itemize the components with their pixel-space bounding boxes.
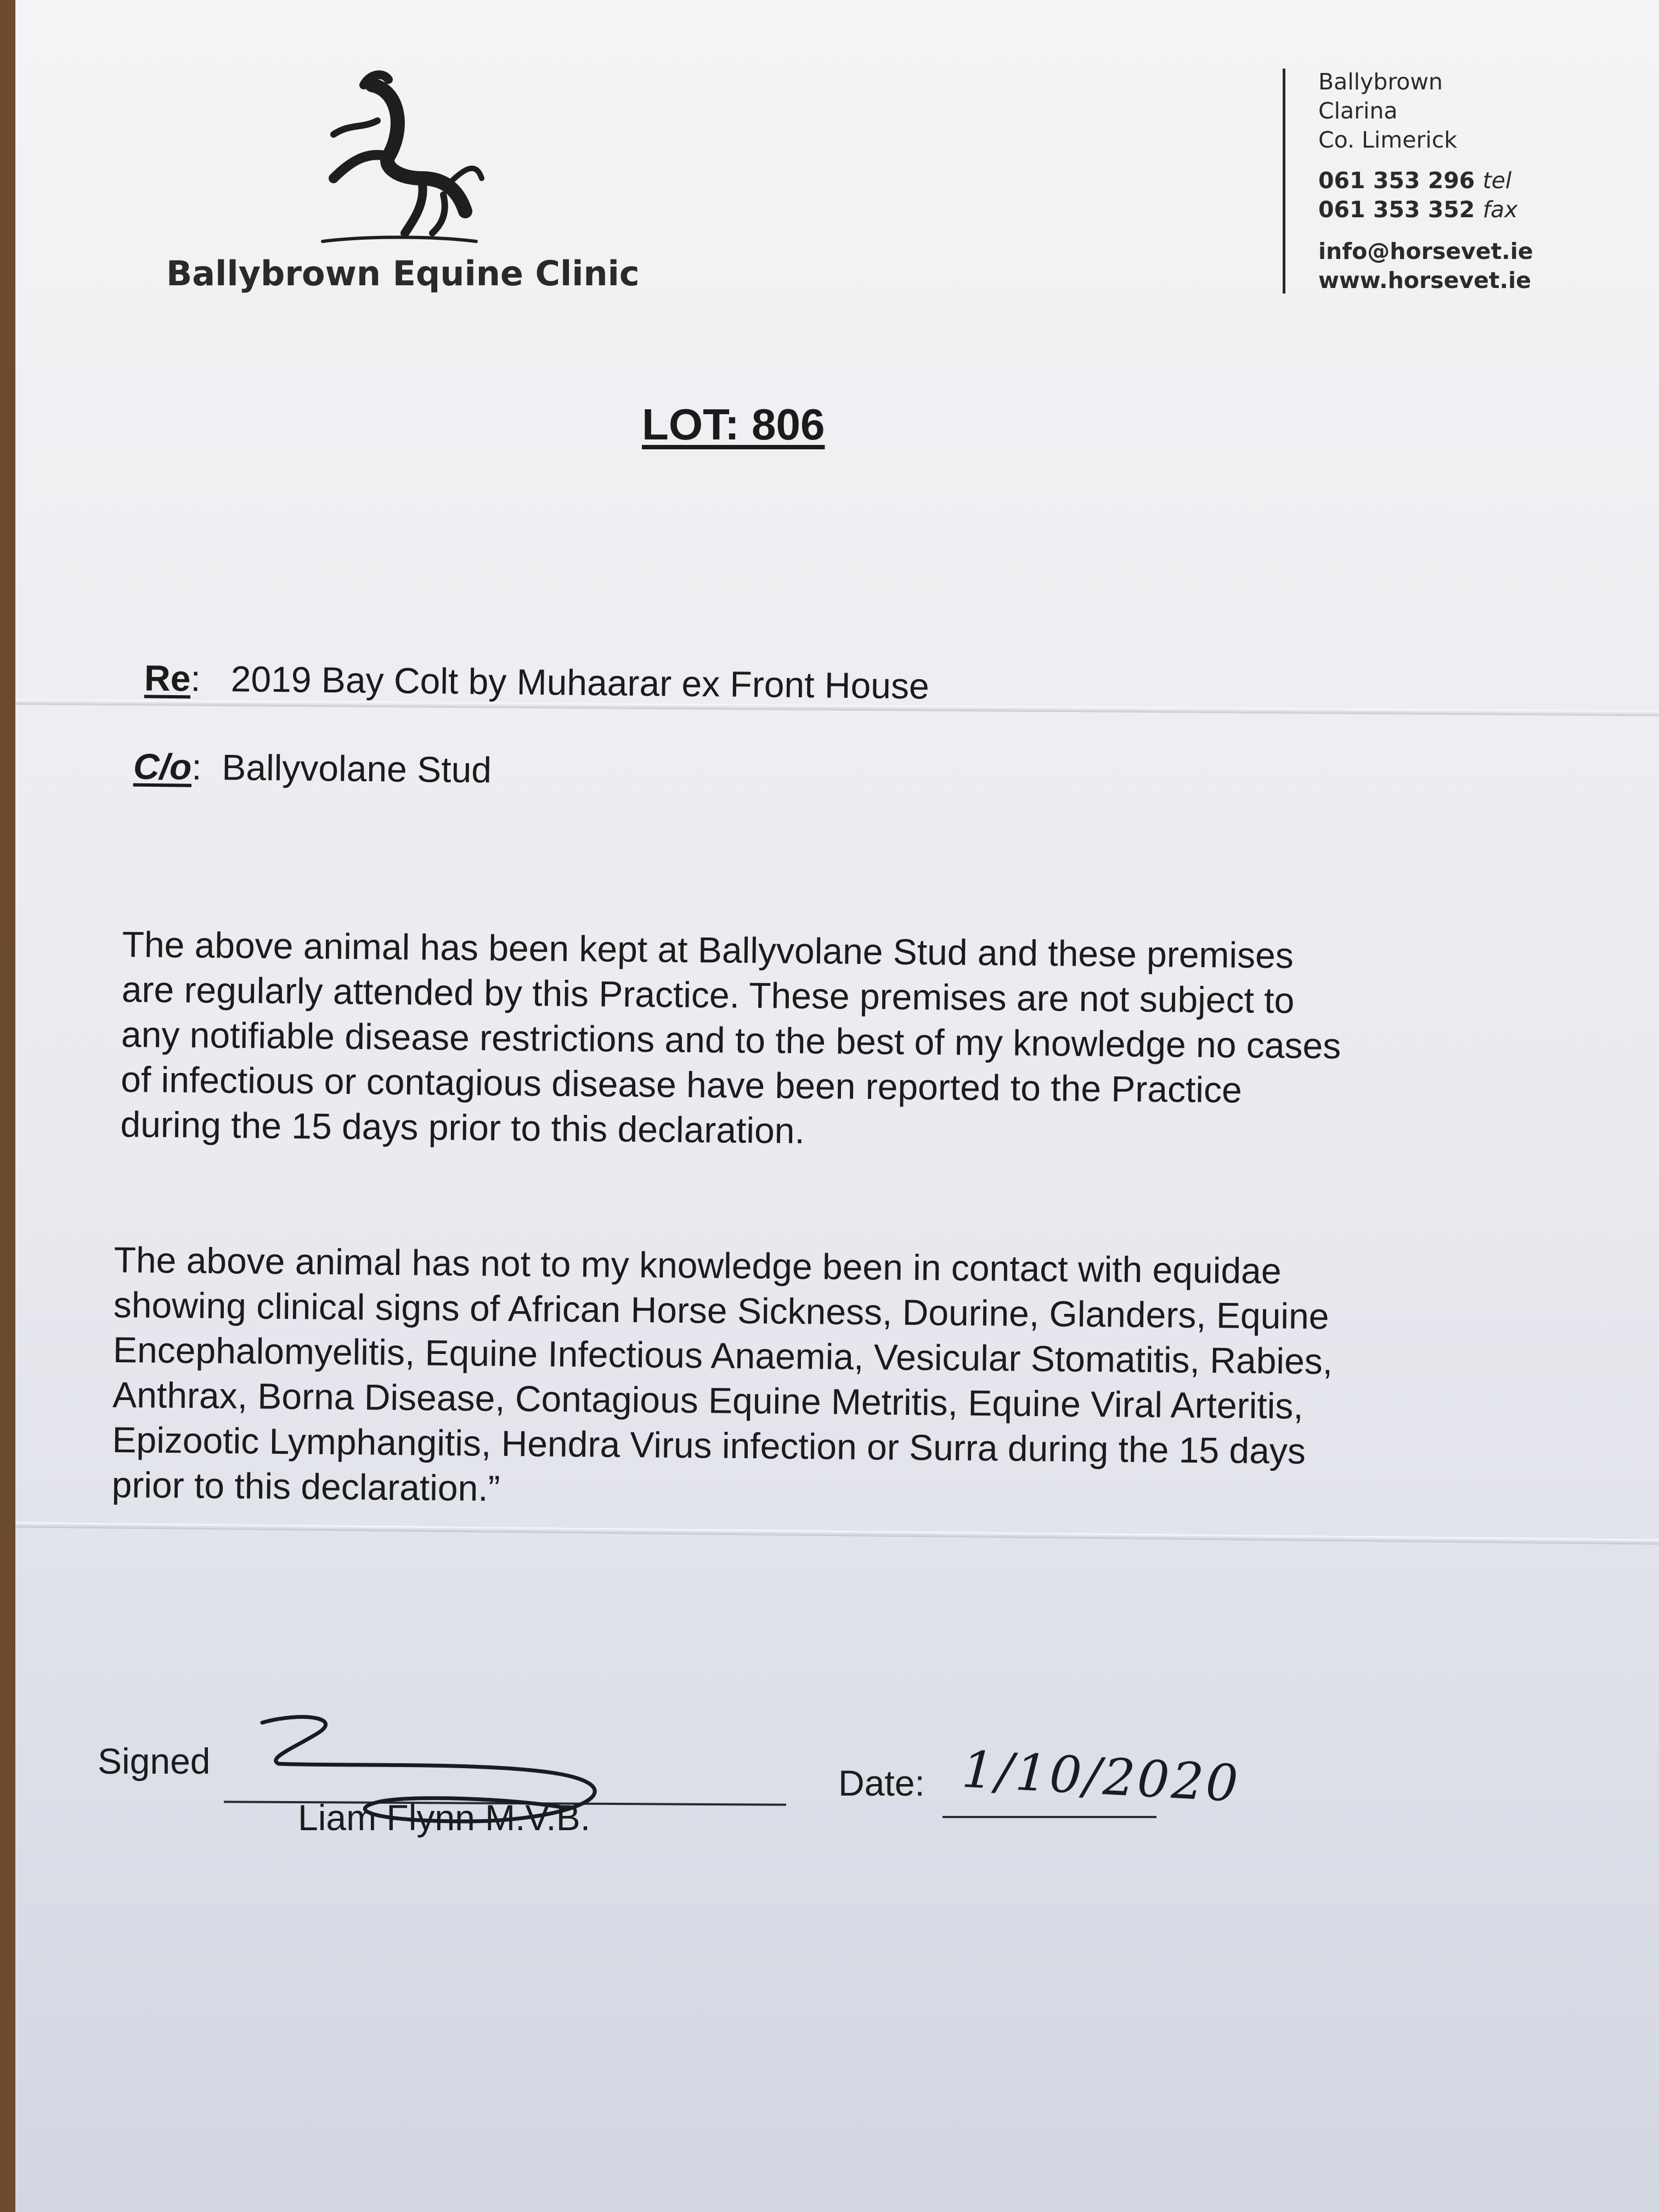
address-line: Ballybrown — [1318, 69, 1443, 95]
care-of-line: C/o: Ballyvolane Stud — [133, 746, 492, 791]
declaration-paragraph: The above animal has not to my knowledge been in contact with equidae showing clinical signs of African Horse Sickness, Dourine, Glanders, Equine Encephalomyelitis, Equine Infectious Anaemia, Vesicular Stomatitis, Rabies, Anthrax, Borna Disease, Contagious Equine Metritis, Equine Viral Arteritis, Epizootic Lymphangitis, Hendra Virus infection or Surra during the 15 days prior to this declaration.” — [111, 1239, 1333, 1509]
letter-page — [15, 0, 1659, 2212]
handwritten-signature — [235, 1712, 674, 1854]
telephone-number: 061 353 296 — [1318, 167, 1475, 194]
clinic-online-contacts — [1318, 237, 1533, 295]
fax-label: fax — [1482, 196, 1518, 223]
reference-line: Re: 2019 Bay Colt by Muhaarar ex Front House — [144, 657, 930, 707]
letterhead-divider — [1283, 69, 1285, 294]
date-line — [943, 1816, 1156, 1818]
paper-fold — [15, 1522, 1659, 1544]
handwritten-date: 1/10/2020 — [960, 1740, 1242, 1814]
address-line: Co. Limerick — [1318, 127, 1457, 153]
rearing-horse-logo-icon — [312, 69, 487, 250]
re-label: Re — [144, 657, 191, 699]
lot-number-heading: LOT: 806 — [642, 400, 825, 449]
clinic-address — [1318, 67, 1457, 155]
signatory-name: Liam Flynn M.V.B. — [298, 1797, 591, 1838]
clinic-phone-numbers — [1318, 166, 1517, 224]
fax-line — [1318, 195, 1517, 224]
address-line: Clarina — [1318, 98, 1398, 124]
telephone-label: tel — [1482, 167, 1512, 194]
declaration-paragraph: The above animal has been kept at Ballyvolane Stud and these premises are regularly attended by this Practice. These premises are not subject to any notifiable disease restrictions and to the best of my knowledge no cases of infectious or contagious disease have been reported to the Practice during the 15 days prior to this declaration. — [120, 923, 1341, 1151]
co-label: C/o — [133, 746, 192, 787]
telephone-line — [1318, 166, 1517, 195]
co-value: Ballyvolane Stud — [221, 747, 492, 791]
fax-number: 061 353 352 — [1318, 196, 1475, 223]
signed-label: Signed — [98, 1741, 211, 1781]
clinic-name: Ballybrown Equine Clinic — [166, 253, 640, 294]
date-label: Date: — [838, 1763, 925, 1803]
clinic-website: www.horsevet.ie — [1318, 267, 1531, 294]
clinic-email: info@horsevet.ie — [1318, 238, 1533, 264]
re-value: 2019 Bay Colt by Muhaarar ex Front House — [230, 658, 930, 707]
